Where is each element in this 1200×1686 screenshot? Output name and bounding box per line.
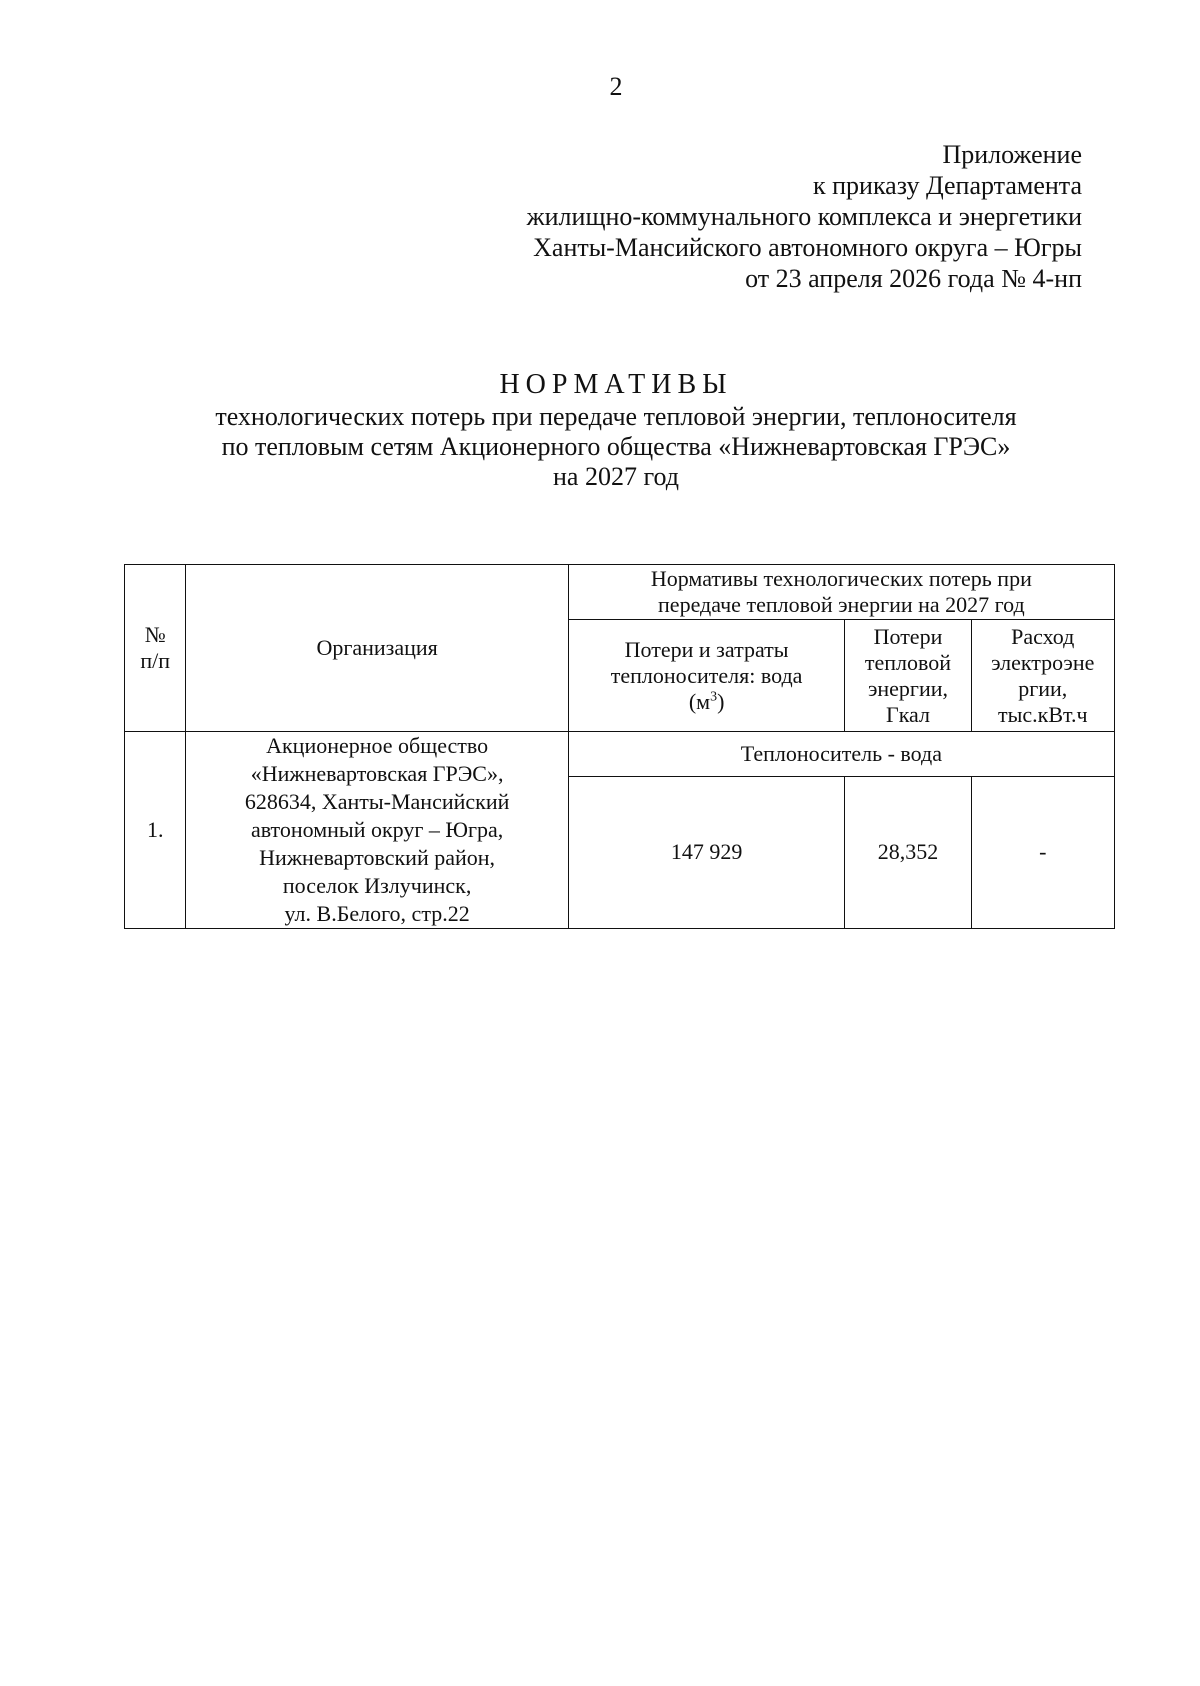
appendix-line: жилищно-коммунального комплекса и энергетики xyxy=(526,202,1082,231)
document-subtitle xyxy=(0,402,1200,492)
table-header-row xyxy=(125,565,1115,620)
header-water-losses: Потери и затраты теплоносителя: вода $(м^3)$ xyxy=(568,620,845,732)
header-organization: Организация xyxy=(186,565,568,732)
norms-table xyxy=(124,564,1115,929)
document-title: НОРМАТИВЫ xyxy=(499,369,733,400)
subtitle-line: по тепловым сетям Акционерного общества «Нижневартовская ГРЭС» xyxy=(221,432,1011,461)
heat-losses-value: 28,352 xyxy=(845,776,971,928)
header-norms-group: Нормативы технологических потерь при передаче тепловой энергии на 2027 год xyxy=(568,565,1114,620)
header-num: № п/п xyxy=(125,565,186,732)
subtitle-line: на 2027 год xyxy=(553,462,679,491)
appendix-line: Приложение xyxy=(942,140,1082,169)
table-row xyxy=(125,732,1115,777)
page-number: 2 xyxy=(609,72,623,101)
water-losses-value: 147 929 xyxy=(568,776,845,928)
carrier-cell: Теплоноситель - вода xyxy=(568,732,1114,777)
appendix-line: Ханты-Мансийского автономного округа – Югры xyxy=(533,233,1082,262)
header-power-consumption: Расход электроэне ргии, тыс.кВт.ч xyxy=(971,620,1115,732)
appendix-line: к приказу Департамента xyxy=(812,171,1082,200)
organization-cell: Акционерное общество «Нижневартовская ГРЭС», 628634, Ханты-Мансийский автономный округ – Югра, Нижневартовский район, поселок Излучинск, ул. В.Белого, стр.22 xyxy=(186,732,568,929)
power-consumption-value: - xyxy=(971,776,1115,928)
document-heading xyxy=(0,368,1200,492)
appendix-line: от 23 апреля 2026 года № 4-нп xyxy=(745,264,1082,293)
row-number: 1. xyxy=(125,732,186,929)
water-unit: $(м^3)$ xyxy=(688,688,725,714)
appendix-block xyxy=(382,139,1082,294)
subtitle-line: технологических потерь при передаче тепловой энергии, теплоносителя xyxy=(215,402,1017,431)
header-heat-losses: Потери тепловой энергии, Гкал xyxy=(845,620,971,732)
